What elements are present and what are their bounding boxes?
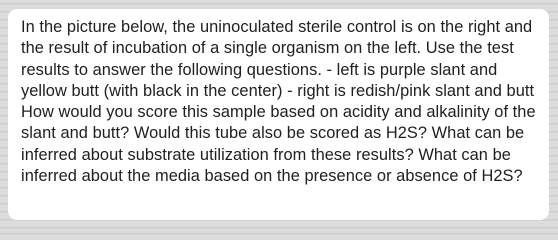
question-card xyxy=(8,9,549,220)
question-text: In the picture below, the uninoculated sterile control is on the right and the result of incubation of a single organism on the left. Use the test results to answer the following questions. - left is purple slant and yellow butt (with black in the center) - right is redish/pink slant and butt How would you score this sample based on acidity and alkalinity of the slant and butt? Would this tube also be scored as H2S? What can be inferred about substrate utilization from these results? What can be inferred about the media based on the presence or absence of H2S? xyxy=(21,18,536,186)
